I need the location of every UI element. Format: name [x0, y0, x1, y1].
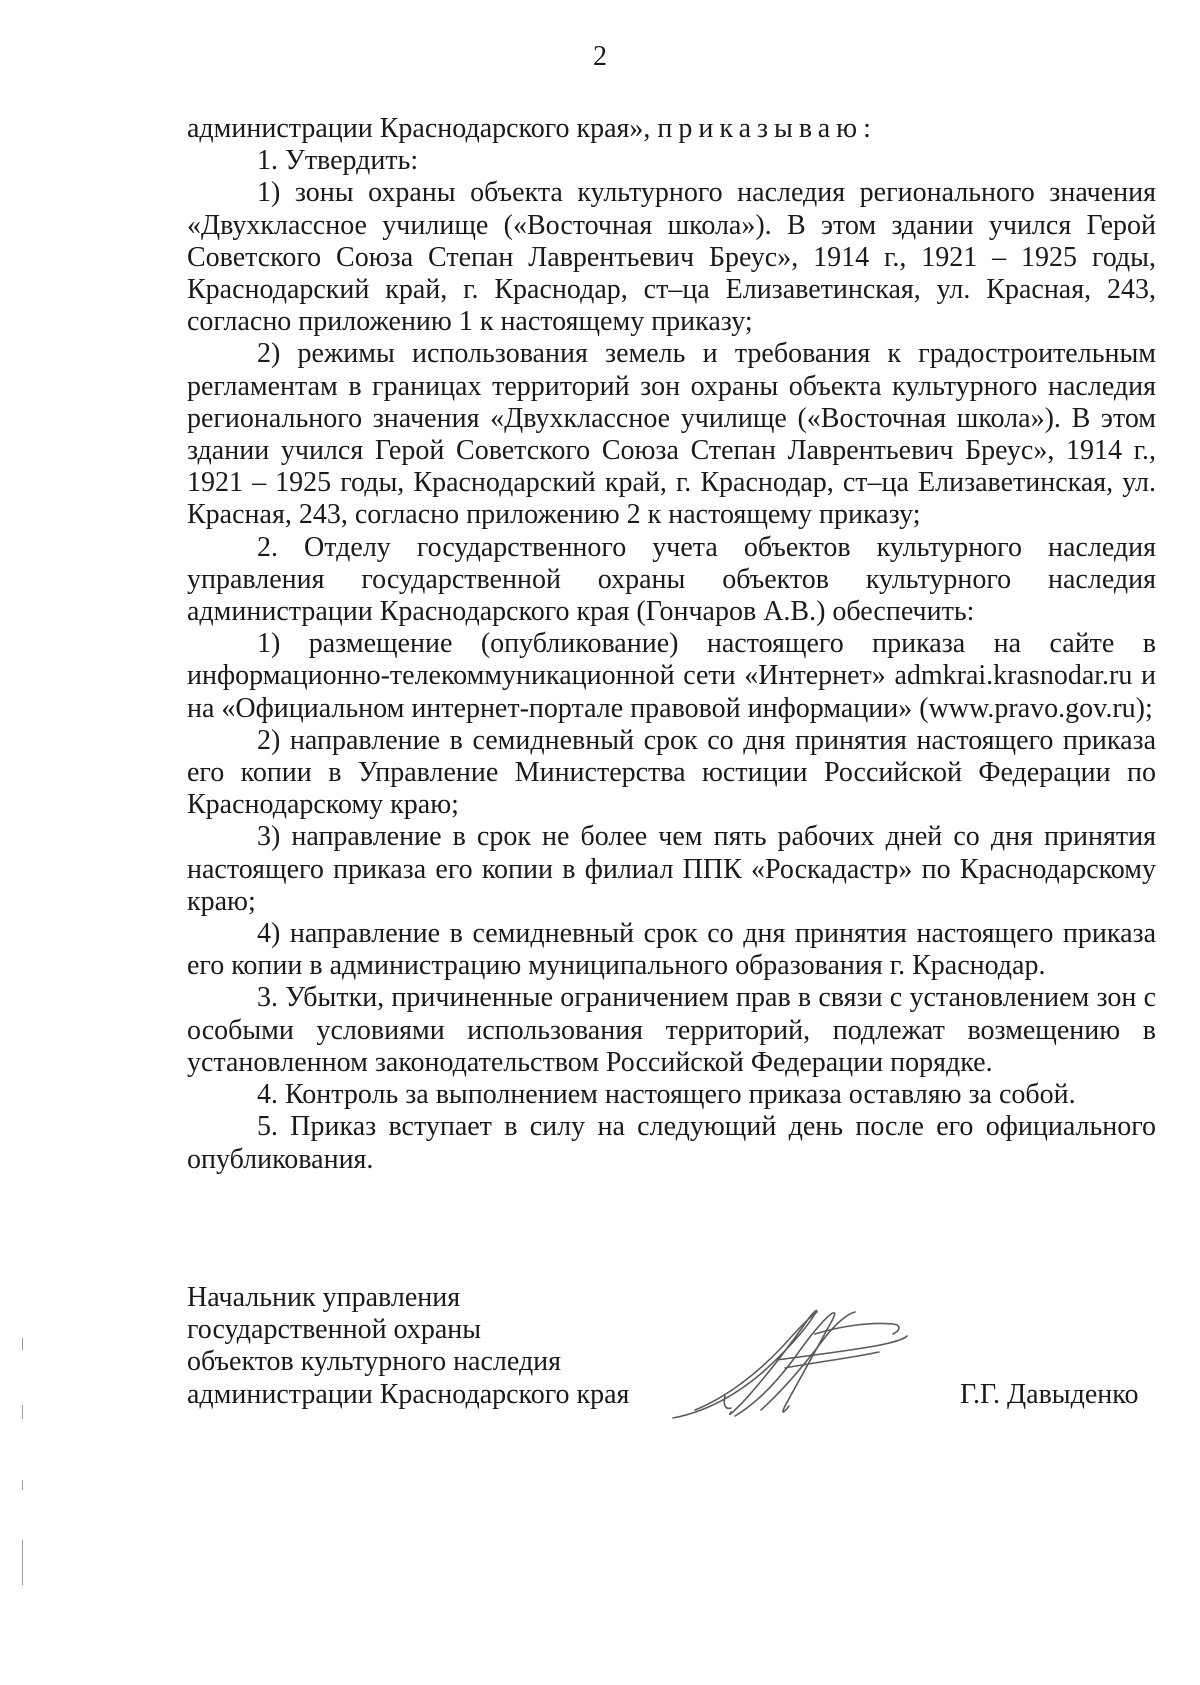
signatory-title-line: Начальник управления: [187, 1282, 461, 1313]
paragraph-item-5: 5. Приказ вступает в силу на следующий день после его официального опубликования.: [187, 1111, 1156, 1175]
paragraph-item-2: 2. Отделу государственного учета объектов культурного наследия управления государственной охраны объектов культурного наследия администрации Краснодарского края (Гончаров А.В.) обеспечить:: [187, 531, 1156, 628]
scan-margin-mark: [22, 1480, 23, 1490]
paragraph-approve: 1. Утвердить:: [257, 145, 419, 177]
signatory-title-line: администрации Краснодарского края: [187, 1378, 630, 1410]
paragraph-item-2-2: 2) направление в семидневный срок со дня принятия настоящего приказа его копии в Управление Министерства юстиции Российской Федерации по Краснодарскому краю;: [187, 724, 1156, 821]
signatory-title-line: государственной охраны: [187, 1314, 482, 1346]
paragraph-item-1-1: 1) зоны охраны объекта культурного наследия регионального значения «Двухклассное училище («Восточная школа»). В этом здании учился Герой Советского Союза Степан Лаврентьевич Бреус», 1914 г., 1921 – 1925 годы, Краснодарский край, г. Краснодар, ст–ца Елизаветинская, ул. Красная, 243, согласно приложению 1 к настоящему приказу;: [187, 177, 1156, 338]
spaced-word: приказываю: [657, 113, 864, 144]
paragraph-item-3: 3. Убытки, причиненные ограничением прав в связи с установлением зон с особыми условиями использования территорий, подлежат возмещению в установленном законодательством Российской Федерации порядке.: [187, 982, 1156, 1078]
scan-margin-mark: [22, 1405, 23, 1419]
paragraph-item-2-3: 3) направление в срок не более чем пять рабочих дней со дня принятия настоящего приказа его копии в филиал ППК «Роскадастр» по Краснодарскому краю;: [187, 821, 1156, 917]
scan-margin-mark: [22, 1540, 23, 1585]
paragraph-text: администрации Краснодарского края»,: [187, 113, 658, 144]
paragraph-text: :: [863, 113, 871, 144]
scan-margin-mark: [22, 1338, 23, 1350]
paragraph-item-1-2: 2) режимы использования земель и требования к градостроительным регламентам в границах территорий зон охраны объекта культурного наследия регионального значения «Двухклассное училище («Восточная школа»). В этом здании учился Герой Советского Союза Степан Лаврентьевич Бреус», 1914 г., 1921 – 1925 годы, Краснодарский край, г. Краснодар, ст–ца Елизаветинская, ул. Красная, 243, согласно приложению 2 к настоящему приказу;: [187, 338, 1156, 531]
signatory-name: Г.Г. Давыденко: [960, 1379, 1139, 1410]
paragraph-item-2-4: 4) направление в семидневный срок со дня принятия настоящего приказа его копии в администрацию муниципального образования г. Краснодар.: [187, 918, 1156, 982]
signatory-title-line: объектов культурного наследия: [187, 1346, 562, 1378]
page-number: 2: [593, 41, 607, 72]
paragraph-continuation: [187, 113, 1156, 145]
signatory-title: [187, 1282, 629, 1411]
paragraph-item-2-1: 1) размещение (опубликование) настоящего приказа на сайте в информационно-телекоммуникационной сети «Интернет» admkrai.krasnodar.ru и на «Официальном интернет-портале правовой информации» (www.pravo.gov.ru);: [187, 628, 1156, 724]
document-body: [187, 113, 1156, 1176]
paragraph-item-4: 4. Контроль за выполнением настоящего приказа оставляю за собой.: [257, 1079, 1076, 1111]
handwritten-signature: [665, 1300, 910, 1435]
